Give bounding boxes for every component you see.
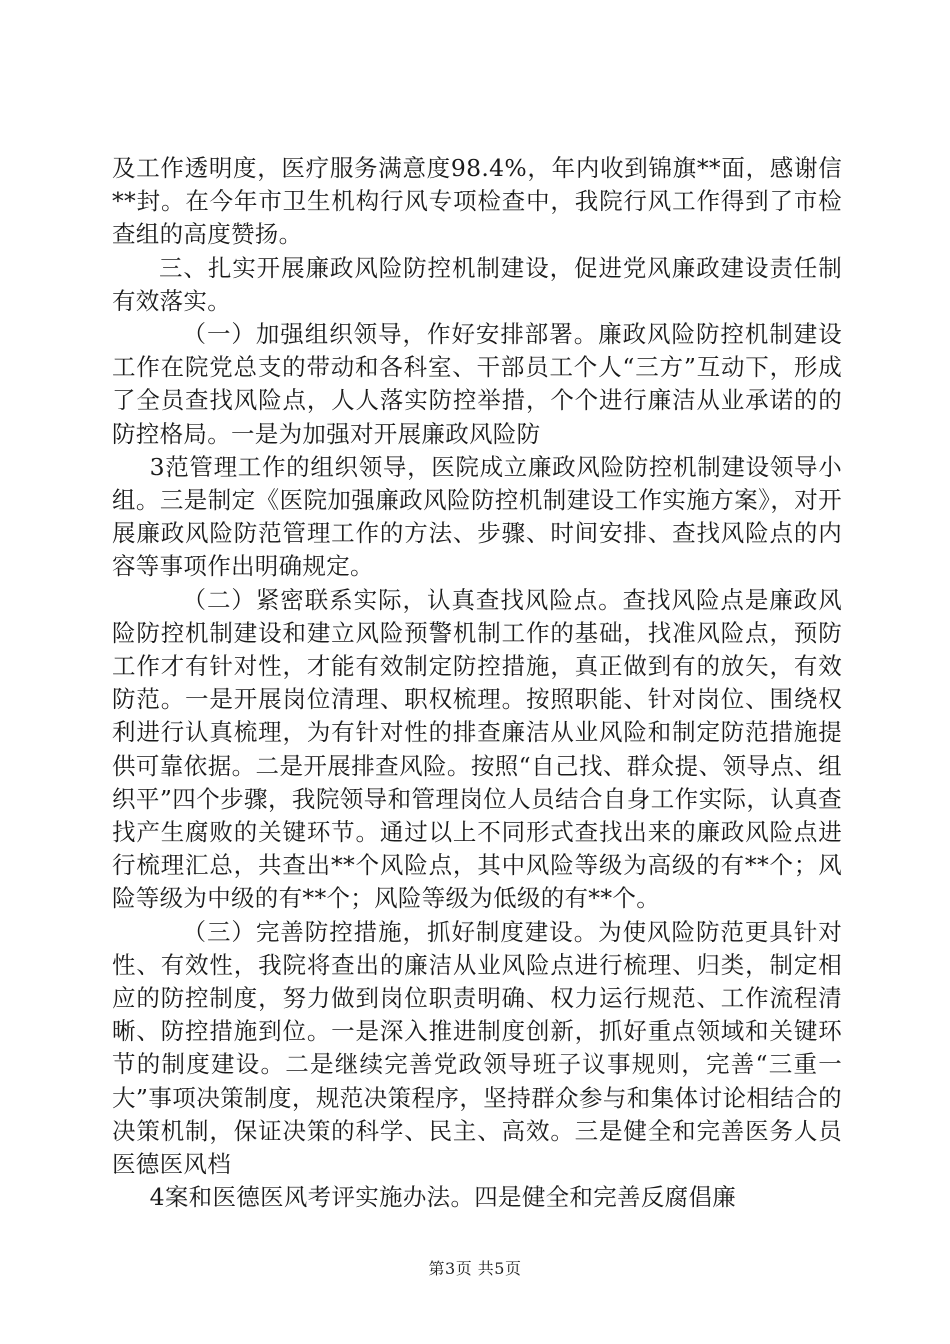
paragraph-page-4-continuation: 4案和医德医风考评实施办法。四是健全和完善反腐倡廉	[149, 1183, 737, 1212]
section-heading-3: 三、扎实开展廉政风险防控机制建设，促进党风廉政建设责任制有效落实。	[112, 253, 842, 315]
page-number-footer: 第3页 共5页	[428, 1259, 522, 1278]
paragraph-subsection-1: （一）加强组织领导，作好安排部署。廉政风险防控机制建设工作在院党总支的带动和各科室、干部员工个人“三方”互动下，形成了全员查找风险点，人人落实防控举措，个个进行廉洁从业承诺的的防控格局。一是为加强对开展廉政风险防	[112, 320, 842, 448]
paragraph-subsection-3: （三）完善防控措施，抓好制度建设。为使风险防范更具针对性、有效性，我院将查出的廉洁从业风险点进行梳理、归类，制定相应的防控制度，努力做到岗位职责明确、权力运行规范、工作流程清晰、防控措施到位。一是深入推进制度创新，抓好重点领域和关键环节的制度建设。二是继续完善党政领导班子议事规则，完善“三重一大”事项决策制度，规范决策程序，坚持群众参与和集体讨论相结合的决策机制，保证决策的科学、民主、高效。三是健全和完善医务人员医德医风档	[112, 917, 842, 1179]
document-body	[112, 152, 842, 1215]
paragraph-page-3-continuation: 3范管理工作的组织领导，医院成立廉政风险防控机制建设领导小组。三是制定《医院加强廉政风险防控机制建设工作实施方案》，对开展廉政风险防范管理工作的方法、步骤、时间安排、查找风险点的内容等事项作出明确规定。	[112, 452, 842, 581]
paragraph-subsection-2: （二）紧密联系实际，认真查找风险点。查找风险点是廉政风险防控机制建设和建立风险预警机制工作的基础，找准风险点，预防工作才有针对性，才能有效制定防控措施，真正做到有的放矢，有效防范。一是开展岗位清理、职权梳理。按照职能、针对岗位、围绕权利进行认真梳理，为有针对性的排查廉洁从业风险和制定防范措施提供可靠依据。二是开展排查风险。按照“自己找、群众提、领导点、组织平”四个步骤，我院领导和管理岗位人员结合自身工作实际，认真查找产生腐败的关键环节。通过以上不同形式查找出来的廉政风险点进行梳理汇总，共查出**个风险点，其中风险等级为高级的有**个；风险等级为中级的有**个；风险等级为低级的有**个。	[112, 585, 842, 913]
paragraph-continuation: 及工作透明度，医疗服务满意度98.4%，年内收到锦旗**面，感谢信**封。在今年市卫生机构行风专项检查中，我院行风工作得到了市检查组的高度赞扬。	[112, 154, 842, 249]
